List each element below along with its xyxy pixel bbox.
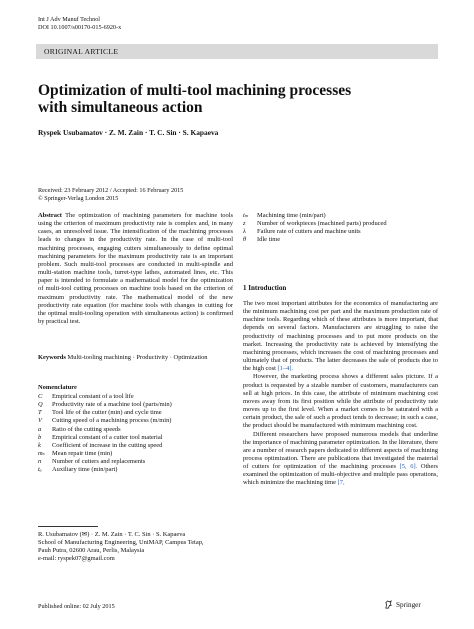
- nomenclature-title: Nomenclature: [38, 384, 77, 391]
- keywords: [38, 354, 233, 362]
- copyright: © Springer-Verlag London 2015: [38, 195, 119, 202]
- keywords-label: Keywords: [38, 354, 66, 361]
- nomenclature-row: [38, 458, 233, 466]
- affiliation-divider: [38, 526, 98, 527]
- nomenclature-symbol: V: [38, 417, 42, 425]
- nomenclature-row: [38, 466, 233, 474]
- affiliation-school: School of Manufacturing Engineering, UniMAP, Campus Tetap,: [38, 539, 204, 547]
- nomenclature-symbol: λ: [243, 228, 246, 236]
- nomenclature-symbol: T: [38, 409, 42, 417]
- nomenclature-desc: Machining time (min/part): [257, 212, 326, 219]
- springer-horse-icon: [384, 600, 393, 609]
- nomenclature-list-left: [38, 393, 233, 474]
- title-line-1: Optimization of multi-tool machining processes: [38, 82, 352, 99]
- nomenclature-symbol: θ: [243, 236, 247, 244]
- intro-paragraph-text: The two most important attributes for the economics of manufacturing are the minimum machining cost per part and the maximum production rate of machine tools. Regarding which of these attributes is more important, that depends on several factors. Manufacturers are struggling to raise the productivity of machining processes and to put more products on the market. Increasing the productivity rate is achieved by intensifying the machining processes, which increases the cost of machining processes and ultimately that of products. The latter decreases the sale of products due to the high cost: [243, 300, 438, 373]
- nomenclature-row: [38, 401, 233, 409]
- nomenclature-list-right: [243, 212, 438, 245]
- nomenclature-desc: Productivity rate of a machine tool (parts/min): [52, 401, 172, 409]
- nomenclature-desc: Idle time: [257, 236, 281, 244]
- nomenclature-desc: Number of workpieces (machined parts) produced: [257, 220, 387, 228]
- citation-link[interactable]: [1–4].: [277, 365, 294, 373]
- nomenclature-desc: Cutting speed of a machining process (m/min): [52, 417, 172, 425]
- intro-paragraph-text: Different researchers have proposed numerous models that underline the importance of machining parameter optimization. In the literature, there are a number of research papers dedicated to different aspects of machining process optimization. There are publications that investigated the material of cutters for optimization of the machining processes: [243, 430, 438, 471]
- nomenclature-row: [38, 434, 233, 442]
- paper-title: [38, 82, 428, 116]
- nomenclature-symbol: tₘ: [243, 212, 249, 219]
- journal-name: Int J Adv Manuf Technol: [38, 16, 101, 23]
- nomenclature-row: [38, 426, 233, 434]
- received-accepted: Received: 23 February 2012 / Accepted: 16 February 2015: [38, 187, 184, 194]
- affiliation-address: Pauh Putra, 02600 Arau, Perlis, Malaysia: [38, 547, 145, 555]
- nomenclature-row: [38, 450, 233, 458]
- publisher-logo: [384, 600, 421, 609]
- author-affiliation: [38, 531, 233, 564]
- abstract-text: The optimization of machining parameters for machine tools using the criterion of maximum productivity rate is complex and, in many cases, an unresolved issue. The intensification of the machining processes leads to changes in the productivity rate. In the case of multi-tool machining processes, engaging cutters simultaneously to define optimal machining parameters for the maximum productivity rate is an important problem. Such multi-tool processes are conducted in multi-spindle and multi-station machine tools, turret-type lathes, automated lines, etc. This paper is intended to formulate a mathematical model for the optimization of multi-tool cutting processes on machine tools based on the criterion of maximum productivity rate. The mathematical model of the new productivity rate equation (for machine tools with changes in cutting for the optimal multi-tooling operation with simultaneous action) is confirmed by practical test.: [38, 212, 233, 326]
- nomenclature-symbol: a: [38, 425, 42, 433]
- nomenclature-desc: Failure rate of cutters and machine units: [257, 228, 361, 236]
- nomenclature-row: [243, 220, 438, 228]
- intro-paragraph: [243, 300, 438, 373]
- nomenclature-symbol: n: [38, 458, 42, 466]
- nomenclature-row: [38, 417, 233, 425]
- publisher-name: Springer: [396, 600, 421, 609]
- nomenclature-desc: Tool life of the cutter (min) and cycle time: [52, 409, 162, 417]
- nomenclature-symbol: C: [38, 393, 43, 400]
- intro-paragraph-text: Others examined the optimization of multi-objective and multiple pass operations, which minimize the machining time: [243, 463, 439, 487]
- nomenclature-symbol: tₐ: [38, 466, 42, 474]
- nomenclature-desc: Ratio of the cutting speeds: [52, 425, 121, 433]
- citation-link[interactable]: [7,: [337, 479, 345, 487]
- title-line-2: with simultaneous action: [38, 99, 203, 116]
- citation-link[interactable]: [5, 6].: [399, 463, 418, 471]
- intro-paragraph: However, the marketing process shows a different sales picture. If a product is requested by a sizable number of customers, manufacturers can sell at high prices. In this case, the attribute of minimum machining cost moves away from its first position while the attribute of productivity rate moves up to the first level. When a market comes to be saturated with a certain product, the sale of such a product tends to decrease; in such a case, the product should be manufactured with minimum machining cost.: [243, 373, 438, 430]
- abstract-label: Abstract: [38, 212, 62, 219]
- nomenclature-row: [38, 442, 233, 450]
- article-type-banner: [36, 44, 438, 59]
- nomenclature-desc: Number of cutters and replacements: [52, 458, 146, 466]
- nomenclature-desc: Coefficient of increase in the cutting speed: [52, 441, 163, 449]
- nomenclature-desc: Empirical constant of a cutter tool material: [52, 433, 163, 441]
- nomenclature-desc: Mean repair time (min): [52, 449, 113, 457]
- intro-paragraph: [243, 431, 438, 488]
- nomenclature-row: [243, 228, 438, 236]
- article-type-label: ORIGINAL ARTICLE: [44, 47, 119, 56]
- introduction-body: [243, 300, 438, 488]
- nomenclature-desc: Auxiliary time (min/part): [52, 466, 118, 474]
- nomenclature-row: [243, 212, 438, 220]
- doi: DOI 10.1007/s00170-015-6920-x: [38, 24, 122, 31]
- nomenclature-symbol: b: [38, 433, 42, 441]
- nomenclature-row: [38, 393, 233, 401]
- journal-header: [38, 16, 121, 32]
- published-date: Published online: 02 July 2015: [38, 603, 115, 610]
- affiliation-authors: R. Usubamatov (✉) · Z. M. Zain · T. C. Sin · S. Kapaeva: [38, 531, 186, 538]
- nomenclature-row: [243, 236, 438, 244]
- nomenclature-desc: Empirical constant of a tool life: [52, 393, 134, 400]
- author-list: Ryspek Usubamatov · Z. M. Zain · T. C. Sin · S. Kapaeva: [38, 128, 219, 137]
- nomenclature-symbol: Q: [38, 401, 43, 409]
- dates-block: [38, 187, 183, 203]
- abstract: [38, 212, 233, 326]
- keywords-text: Multi-tooling machining · Productivity · Optimization: [67, 354, 208, 361]
- nomenclature-symbol: z: [243, 220, 246, 228]
- nomenclature-symbol: k: [38, 441, 41, 449]
- affiliation-email[interactable]: e-mail: ryspek07@gmail.com: [38, 555, 115, 563]
- section-heading-introduction: 1 Introduction: [243, 284, 287, 292]
- nomenclature-symbol: mₛ: [38, 449, 45, 457]
- nomenclature-row: [38, 409, 233, 417]
